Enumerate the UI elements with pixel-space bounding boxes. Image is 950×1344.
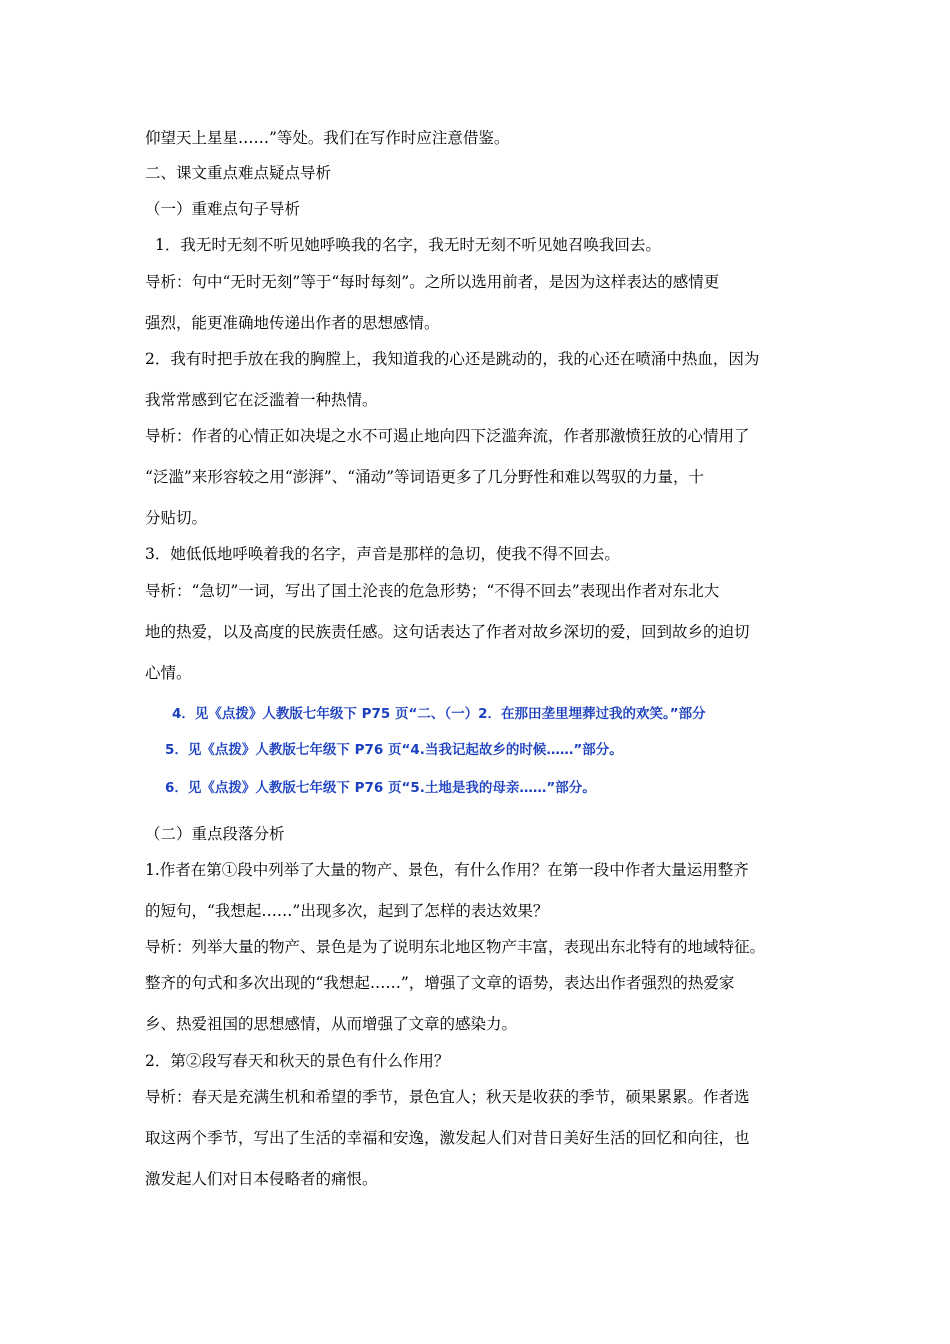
question-item: 1.作者在第①段中列举了大量的物产、景色，有什么作用？在第一段中作者大量运用整齐 (145, 861, 749, 879)
text-line: 激发起人们对日本侵略者的痛恨。 (145, 1170, 378, 1188)
text-line: 的短句，“我想起……”出现多次，起到了怎样的表达效果？ (145, 902, 549, 920)
text-line: 仰望天上星星……”等处。我们在写作时应注意借鉴。 (145, 129, 510, 147)
sentence-item: 3．她低低地呼唤着我的名字，声音是那样的急切，使我不得不回去。 (145, 545, 620, 563)
text-line: 乡、热爱祖国的思想感情，从而增强了文章的感染力。 (145, 1015, 518, 1033)
section-heading: 二、课文重点难点疑点导析 (145, 164, 332, 182)
text-line: 心情。 (145, 664, 192, 682)
text-line: 地的热爱，以及高度的民族责任感。这句话表达了作者对故乡深切的爱，回到故乡的迫切 (145, 623, 750, 641)
reference-note: 6．见《点拨》人教版七年级下 P76 页“5.土地是我的母亲……”部分。 (165, 780, 596, 796)
text-line: 强烈，能更准确地传递出作者的思想感情。 (145, 314, 440, 332)
question-item: 2．第②段写春天和秋天的景色有什么作用？ (145, 1052, 450, 1070)
sentence-item: 1．我无时无刻不听见她呼唤我的名字，我无时无刻不听见她召唤我回去。 (155, 236, 661, 254)
text-line: 导析：句中“无时无刻”等于“每时每刻”。之所以选用前者，是因为这样表达的感情更 (145, 273, 720, 291)
text-line: 分贴切。 (145, 509, 208, 527)
text-line: 导析：列举大量的物产、景色是为了说明东北地区物产丰富，表现出东北特有的地域特征。 (145, 938, 766, 956)
text-line: 我常常感到它在泛滥着一种热情。 (145, 391, 378, 409)
reference-note: 4．见《点拨》人教版七年级下 P75 页“二、（一）2．在那田垄里埋葬过我的欢笑。”部分 (172, 706, 706, 722)
text-line: “泛滥”来形容较之用“澎湃”、“涌动”等词语更多了几分野性和难以驾驭的力量，十 (145, 468, 705, 486)
text-line: 取这两个季节，写出了生活的幸福和安逸，激发起人们对昔日美好生活的回忆和向往，也 (145, 1129, 750, 1147)
subsection-heading: （一）重难点句子导析 (145, 200, 301, 218)
text-line: 导析：“急切”一词，写出了国土沦丧的危急形势；“不得不回去”表现出作者对东北大 (145, 582, 720, 600)
reference-note: 5．见《点拨》人教版七年级下 P76 页“4.当我记起故乡的时候……”部分。 (165, 742, 623, 758)
text-line: 导析：作者的心情正如决堤之水不可遏止地向四下泛滥奔流，作者那激愤狂放的心情用了 (145, 427, 750, 445)
sentence-item: 2．我有时把手放在我的胸膛上，我知道我的心还是跳动的，我的心还在喷涌中热血，因为 (145, 350, 760, 368)
text-line: 导析：春天是充满生机和希望的季节，景色宜人；秋天是收获的季节，硕果累累。作者选 (145, 1088, 750, 1106)
text-line: 整齐的句式和多次出现的“我想起……”，增强了文章的语势，表达出作者强烈的热爱家 (145, 974, 735, 992)
subsection-heading: （二）重点段落分析 (145, 825, 285, 843)
